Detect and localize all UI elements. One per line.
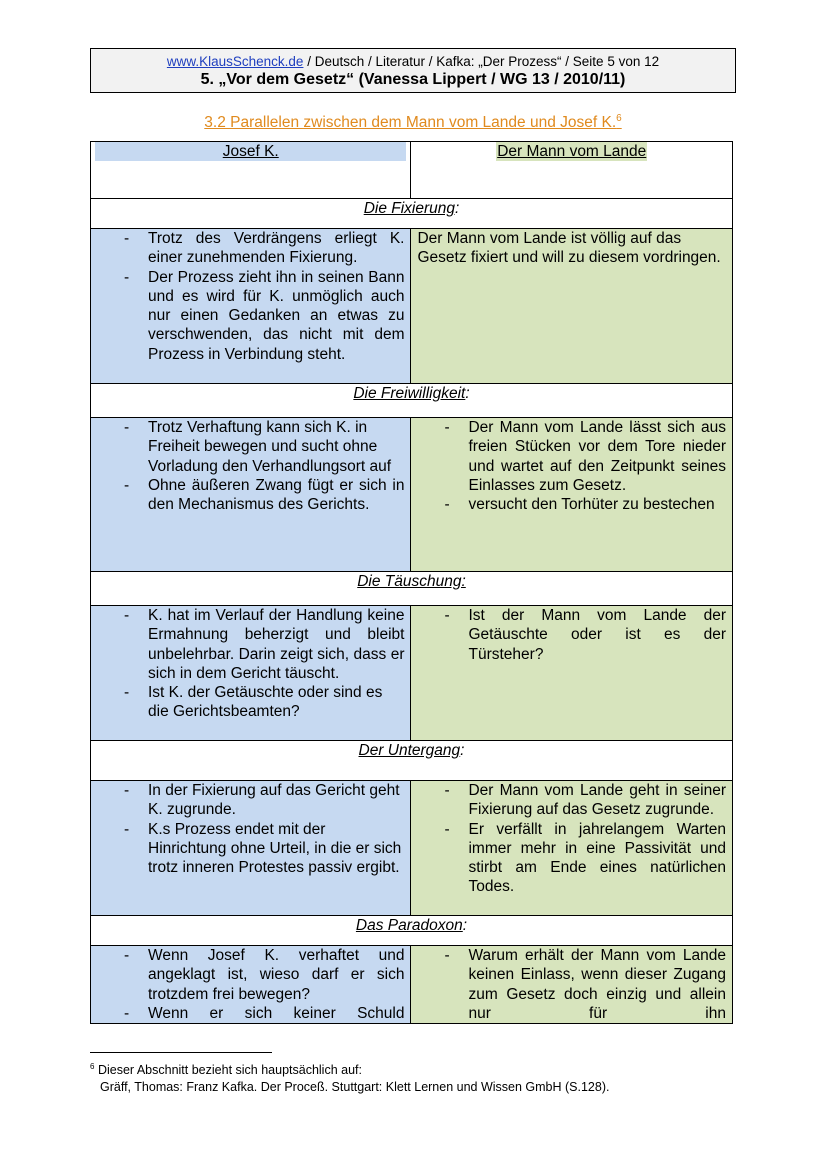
- list-item: - Er verfällt in jahrelangem Warten immer mehr in eine Passivität und stirbt am Ende eines natürlichen Todes.: [411, 820, 732, 897]
- category-label: Die Freiwilligkeit: [353, 385, 466, 402]
- list-item: - Trotz Verhaftung kann sich K. in Freiheit bewegen und sucht ohne Vorladung den Verhandlungsort auf: [91, 418, 410, 476]
- list-item: - Wenn er sich keiner Schuld: [91, 1004, 410, 1023]
- table-row: [91, 946, 733, 1024]
- cell-josef-k: [91, 946, 411, 1024]
- list-item: - Der Prozess zieht ihn in seinen Bann und es wird für K. unmöglich auch nur einen Gedanken an etwas zu verschwenden, das nicht mit dem Prozess in Verbindung steht.: [91, 268, 410, 364]
- category-row-taeuschung: [91, 572, 733, 606]
- category-label: Das Paradoxon: [355, 917, 463, 934]
- footnote-divider: [90, 1052, 272, 1053]
- cell-josef-k: [91, 418, 411, 572]
- list-item: - Ohne äußeren Zwang fügt er sich in den Mechanismus des Gerichts.: [91, 476, 410, 515]
- list-item: - K.s Prozess endet mit der Hinrichtung ohne Urteil, in die er sich trotz inneren Protestes passiv ergibt.: [91, 820, 410, 878]
- list-item: - Der Mann vom Lande lässt sich aus freien Stücken vor dem Tore nieder und wartet auf den Zeitpunkt seines Einlasses zum Gesetz.: [411, 418, 732, 495]
- category-row-untergang: Der Untergang:: [91, 741, 733, 781]
- list-item: - versucht den Torhüter zu bestechen: [411, 495, 732, 514]
- header-breadcrumb: [91, 53, 735, 70]
- cell-josef-k: [91, 229, 411, 384]
- list-item: - Trotz des Verdrängens erliegt K. einer zunehmenden Fixierung.: [91, 229, 410, 268]
- column-header-josef-k-label: Josef K.: [222, 143, 279, 160]
- footnote-number: 6: [90, 1062, 95, 1071]
- table-row: [91, 229, 733, 384]
- header-path: / Deutsch / Literatur / Kafka: „Der Prozess“ / Seite 5 von 12: [303, 54, 660, 69]
- section-title: [90, 113, 736, 132]
- table-header-row: [91, 142, 733, 199]
- cell-josef-k: [91, 606, 411, 741]
- category-row-fixierung: Die Fixierung:: [91, 199, 733, 229]
- cell-mann-vom-lande: [411, 946, 733, 1024]
- category-label: Die Täuschung:: [357, 573, 466, 590]
- footnote-line-1: $^6$ Dieser Abschnitt bezieht sich hauptsächlich auf:: [90, 1062, 362, 1078]
- cell-mann-vom-lande: [411, 606, 733, 741]
- header-title: 5. „Vor dem Gesetz“ (Vanessa Lippert / WG 13 / 2010/11): [200, 71, 626, 88]
- list-item: - In der Fixierung auf das Gericht geht K. zugrunde.: [91, 781, 410, 820]
- list-item: - Warum erhält der Mann vom Lande keinen Einlass, wenn dieser Zugang zum Gesetz doch einzig und allein nur für ihn: [411, 946, 732, 1023]
- cell-text: Der Mann vom Lande ist völlig auf das Gesetz fixiert und will zu diesem vordringen.: [417, 230, 721, 267]
- cell-mann-vom-lande: [411, 781, 733, 916]
- list-item: - Der Mann vom Lande geht in seiner Fixierung auf das Gesetz zugrunde.: [411, 781, 732, 820]
- list-item: - K. hat im Verlauf der Handlung keine Ermahnung beherzigt und bleibt unbelehrbar. Darin zeigt sich, dass er sich in dem Gericht täuscht.: [91, 606, 410, 683]
- site-link[interactable]: www.KlausSchenck.de: [166, 54, 304, 69]
- category-label: Die Fixierung: [363, 200, 455, 217]
- footnote-line-2: Gräff, Thomas: Franz Kafka. Der Proceß. Stuttgart: Klett Lernen und Wissen GmbH (S.128).: [100, 1080, 610, 1095]
- list-item: - Wenn Josef K. verhaftet und angeklagt ist, wieso darf er sich trotzdem frei bewegen?: [91, 946, 410, 1004]
- category-row-freiwilligkeit: Die Freiwilligkeit:: [91, 384, 733, 418]
- category-row-paradoxon: Das Paradoxon:: [91, 916, 733, 946]
- column-header-mann-vom-lande-label: Der Mann vom Lande: [497, 143, 647, 160]
- footnote: [90, 1058, 736, 1096]
- list-item: - Ist K. der Getäuschte oder sind es die Gerichtsbeamten?: [91, 683, 410, 722]
- table-row: [91, 606, 733, 741]
- comparison-table: [90, 141, 733, 1024]
- cell-mann-vom-lande: [411, 418, 733, 572]
- page-header: [90, 48, 736, 93]
- category-label: Der Untergang: [358, 742, 461, 759]
- section-title-text: 3.2 Parallelen zwischen dem Mann vom Lande und Josef K.: [204, 114, 617, 132]
- cell-josef-k: [91, 781, 411, 916]
- column-header-mann-vom-lande: [411, 142, 733, 199]
- footnote-reference[interactable]: 6: [616, 113, 622, 124]
- cell-mann-vom-lande: [411, 229, 733, 384]
- table-row: [91, 418, 733, 572]
- table-row: [91, 781, 733, 916]
- column-header-josef-k: [91, 142, 411, 199]
- list-item: - Ist der Mann vom Lande der Getäuschte oder ist es der Türsteher?: [411, 606, 732, 664]
